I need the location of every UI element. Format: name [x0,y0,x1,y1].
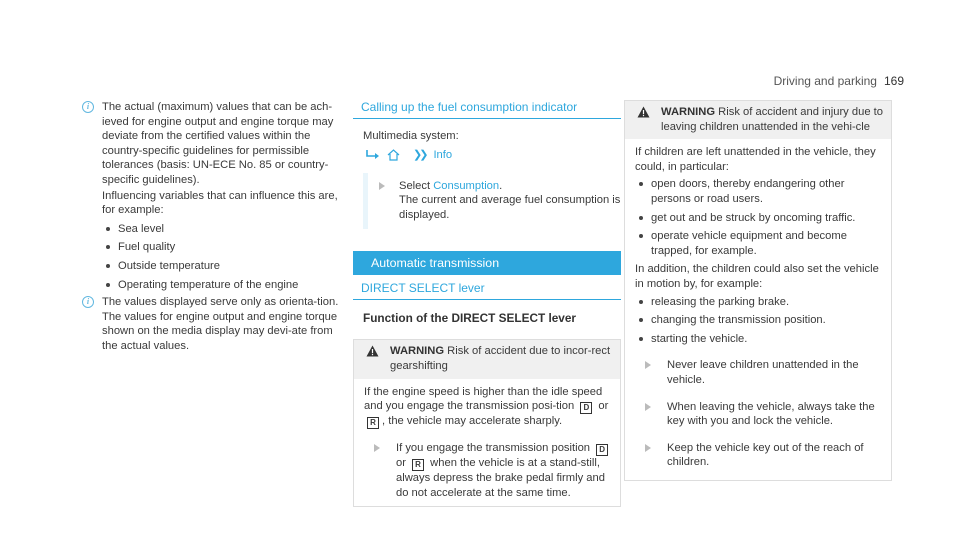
note-paragraph: The actual (maximum) values that can be ach-ieved for engine output and engine torque may deviate from the certified values within the country-specific guidelines for permissible tolerances (basis: UN-ECE No. 85 or country-specific guidelines). [102,101,334,186]
step-result: The current and average fuel consumption is displayed. [399,194,621,221]
gear-d-icon: D [596,444,608,456]
warning-title: WARNING [661,106,716,118]
path-info-link[interactable]: Info [433,149,453,162]
warning-box-gearshift [353,339,621,507]
warning-title: WARNING [390,345,445,358]
list-item: changing the transmission position. [635,313,883,328]
note-paragraph: The values displayed serve only as orienta-tion. The values for engine output and engine torque shown on the media display may devi-ate from the actual values. [102,296,339,352]
warning-text-part: or [396,457,410,470]
column-1 [82,100,350,354]
step-triangle-icon [374,444,380,452]
warning-head-text: Risk of accident and injury due to leaving children unattended in the vehi-cle [661,106,883,133]
step-text [399,179,621,194]
warning-step [635,441,883,470]
list-item: Sea level [102,222,350,237]
list-item: get out and be struck by oncoming traffic. [635,211,883,226]
danger-list [635,177,883,258]
step-prefix: Select [399,179,434,192]
list-item: open doors, thereby endangering other persons or road users. [635,177,883,206]
consumption-link[interactable]: Consumption [433,179,500,192]
list-item: Fuel quality [102,240,350,255]
warning-text-part: or [595,400,609,413]
section-title: Driving and parking [773,74,877,88]
step-suffix: . [499,179,503,192]
info-note-1 [82,100,350,292]
warning-triangle-icon [366,345,379,357]
warning-text [364,385,612,430]
page-number: 169 [883,74,904,88]
warning-intro: If children are left unattended in the vehicle, they could, in particular: [635,146,876,173]
warning-step [635,400,883,429]
instruction-step [363,179,621,223]
warning-step-text: Never leave children unattended in the vehicle. [667,359,859,386]
influence-list [102,222,350,292]
warning-step [364,441,612,500]
step-triangle-icon [379,182,385,190]
warning-step-text: When leaving the vehicle, always take the key with you and lock the vehicle. [667,400,875,428]
double-chevron-icon: ❯❯ [413,149,426,162]
function-heading: Function of the DIRECT SELECT lever [363,310,577,325]
warning-step-text [396,441,612,500]
warning-intro-2: In addition, the children could also set the vehicle in motion by, for example: [635,263,879,290]
list-item: operate vehicle equipment and become trapped, for example. [635,229,883,258]
warning-head-text: Risk of accident due to incor-rect gearshifting [390,345,611,372]
warning-text-part: when the vehicle is at a stand-still, always depress the brake pedal firmly and do not accelerate at the same time. [396,457,605,499]
step-triangle-icon [645,361,651,369]
gear-r-icon: R [412,459,424,471]
list-item: starting the vehicle. [635,332,883,347]
step-triangle-icon [645,444,651,452]
info-note-2 [82,295,350,353]
step-bar [363,173,368,229]
warning-triangle-icon [637,106,650,118]
gear-d-icon: D [580,402,592,414]
note-paragraph: Influencing variables that can influence this are, for example: [102,189,338,217]
info-icon: i [82,296,94,308]
direct-select-heading: DIRECT SELECT lever [353,281,621,300]
multimedia-label: Multimedia system: [363,129,459,142]
menu-path [353,148,621,163]
automatic-transmission-band: Automatic transmission [353,251,621,276]
home-icon[interactable] [387,149,400,161]
warning-body [625,139,891,480]
warning-step-text: Keep the vehicle key out of the reach of children. [667,441,864,469]
warning-body [354,379,620,507]
list-item: releasing the parking brake. [635,295,883,310]
warning-header [625,101,891,139]
warning-text-part: If the engine speed is higher than the idle speed and you engage the transmission posi-tion [364,385,603,413]
warning-box-children [624,100,892,481]
running-head [774,74,904,88]
list-item: Operating temperature of the engine [102,278,350,293]
warning-header [354,340,620,378]
path-arrow-icon [365,149,381,161]
motion-list [635,295,883,347]
warning-step [635,358,883,387]
warning-text-part: If you engage the transmission position [396,442,594,455]
info-icon: i [82,101,94,113]
fuel-consumption-heading: Calling up the fuel consumption indicator [353,100,621,119]
gear-r-icon: R [367,417,379,429]
column-3 [624,100,892,481]
column-2 [353,100,621,507]
warning-text-part: , the vehicle may accelerate sharply. [382,415,563,428]
step-triangle-icon [645,403,651,411]
list-item: Outside temperature [102,259,350,274]
